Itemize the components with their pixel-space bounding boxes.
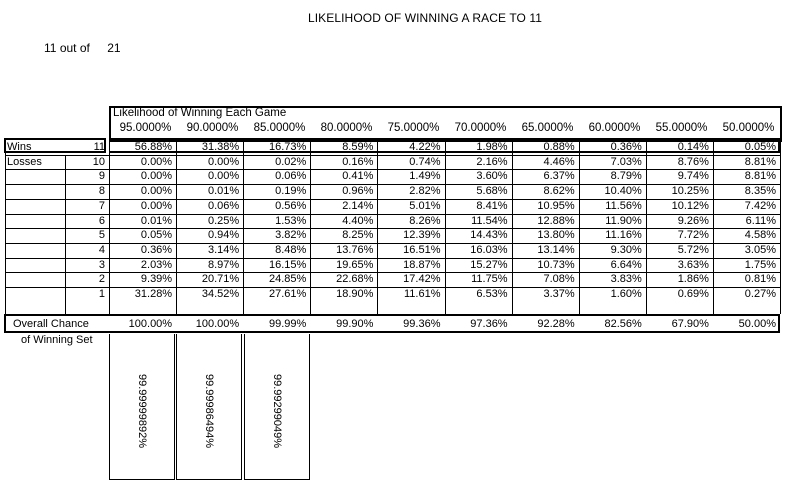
row-count: 11 — [93, 141, 105, 153]
table-cell: 16.03% — [470, 243, 508, 256]
table-cell: 1.98% — [476, 141, 508, 153]
table-cell: 0.16% — [342, 155, 374, 168]
probability-header: 75.0000% — [387, 122, 440, 134]
table-cell: 3.05% — [744, 243, 776, 256]
table-cell: 8.41% — [476, 199, 508, 212]
table-cell: 0.00% — [140, 155, 173, 168]
overall-cell: 67.90% — [671, 317, 709, 330]
table-cell: 12.88% — [537, 214, 575, 227]
probability-header: 95.0000% — [119, 122, 172, 134]
table-cell: 8.97% — [207, 258, 240, 271]
row-count: 3 — [98, 258, 105, 271]
overall-cell: 99.36% — [403, 317, 441, 330]
subtitle-total: 21 — [107, 41, 121, 55]
overall-label: Overall Chance — [13, 317, 89, 330]
table-cell: 7.03% — [610, 155, 642, 168]
table-cell: 9.30% — [610, 243, 642, 256]
probability-header: 60.0000% — [588, 122, 641, 134]
row-divider — [5, 272, 780, 273]
table-cell: 0.00% — [140, 185, 173, 198]
row-divider — [5, 169, 780, 170]
table-cell: 10.40% — [604, 185, 642, 198]
table-cell: 1.86% — [677, 273, 709, 286]
probability-headers — [112, 122, 782, 134]
precise-value: 99.99299049% — [271, 374, 283, 449]
column-divider — [713, 140, 714, 314]
subtitle-target: 11 — [44, 41, 57, 55]
overall-cell: 82.56% — [604, 317, 642, 330]
overall-cell: 100.00% — [195, 317, 240, 330]
table-cell: 0.36% — [610, 141, 642, 153]
table-cell: 8.48% — [275, 243, 307, 256]
table-cell: 4.40% — [342, 214, 374, 227]
table-cell: 0.69% — [677, 288, 709, 300]
table-cell: 7.42% — [744, 199, 776, 212]
overall-cell: 99.90% — [336, 317, 374, 330]
table-cell: 4.46% — [543, 155, 575, 168]
table-cell: 8.62% — [543, 185, 575, 198]
table-cell: 10.12% — [671, 199, 709, 212]
table-cell: 15.27% — [470, 258, 508, 271]
table-cell: 0.00% — [140, 199, 173, 212]
table-cell: 10.25% — [671, 185, 709, 198]
row-divider — [5, 155, 780, 156]
table-cell: 11.16% — [605, 229, 642, 242]
overall-cell: 100.00% — [128, 317, 173, 330]
table-cell: 8.79% — [610, 170, 642, 183]
row-divider — [5, 214, 780, 215]
row-divider — [5, 184, 780, 185]
row-count: 8 — [98, 185, 105, 198]
row-divider — [5, 228, 780, 229]
row-count: 2 — [98, 273, 105, 286]
table-cell: 7.08% — [543, 273, 575, 286]
table-cell: 16.73% — [268, 141, 307, 153]
table-cell: 0.36% — [140, 243, 173, 256]
probability-header: 90.0000% — [186, 122, 239, 134]
table-cell: 5.72% — [677, 243, 709, 256]
table-cell: 3.83% — [610, 273, 642, 286]
table-cell: 8.25% — [342, 229, 374, 242]
subtitle-out-of: out of — [59, 41, 90, 55]
table-cell: 5.68% — [476, 185, 508, 198]
table-cell: 8.26% — [409, 214, 441, 227]
table-cell: 16.51% — [403, 243, 441, 256]
column-divider — [109, 140, 110, 314]
table-cell: 2.82% — [409, 185, 441, 198]
subtitle — [44, 41, 121, 55]
table-cell: 11.54% — [471, 214, 508, 227]
row-count: 7 — [98, 199, 105, 212]
table-cell: 6.53% — [476, 288, 508, 300]
precise-value-cell — [109, 334, 175, 480]
row-count: 4 — [98, 243, 105, 256]
row-divider — [5, 287, 780, 288]
precise-value: 99.99986494% — [203, 374, 215, 449]
losses-label: Losses — [7, 155, 42, 168]
table-cell: 12.39% — [403, 229, 441, 242]
table-cell: 3.60% — [476, 170, 508, 183]
table-cell: 18.90% — [336, 288, 374, 300]
table-cell: 1.75% — [744, 258, 776, 271]
table-cell: 24.85% — [268, 273, 307, 286]
table-cell: 4.22% — [409, 141, 441, 153]
results-table — [5, 140, 780, 346]
table-cell: 0.81% — [744, 273, 776, 286]
overall-cell: 99.99% — [268, 317, 307, 330]
table-cell: 0.94% — [207, 229, 240, 242]
table-cell: 0.96% — [342, 185, 374, 198]
table-cell: 1.49% — [409, 170, 441, 183]
table-cell: 1.60% — [610, 288, 642, 300]
table-cell: 0.41% — [342, 170, 374, 183]
table-cell: 11.90% — [605, 214, 642, 227]
table-cell: 9.74% — [677, 170, 709, 183]
overall-cell: 92.28% — [537, 317, 575, 330]
table-cell: 31.38% — [201, 141, 240, 153]
probability-header: 50.0000% — [722, 122, 775, 134]
table-cell: 3.14% — [207, 243, 240, 256]
table-cell: 5.01% — [409, 199, 441, 212]
overall-cell: 97.36% — [470, 317, 508, 330]
table-cell: 8.76% — [677, 155, 709, 168]
table-cell: 0.00% — [140, 170, 173, 183]
precise-value-cell — [244, 334, 310, 480]
table-cell: 6.37% — [543, 170, 575, 183]
table-cell: 1.53% — [275, 214, 307, 227]
table-cell: 13.80% — [537, 229, 575, 242]
table-cell: 6.11% — [745, 214, 776, 227]
overall-cell: 50.00% — [738, 317, 776, 330]
table-cell: 18.87% — [403, 258, 441, 271]
table-cell: 0.19% — [275, 185, 307, 198]
column-divider — [5, 140, 6, 314]
table-cell: 11.56% — [605, 199, 642, 212]
table-cell: 0.27% — [744, 288, 776, 300]
table-cell: 0.01% — [207, 185, 240, 198]
table-cell: 0.25% — [207, 214, 240, 227]
table-cell: 31.28% — [134, 288, 173, 300]
column-divider — [579, 140, 580, 314]
table-cell: 27.61% — [268, 288, 307, 300]
table-cell: 56.88% — [134, 141, 173, 153]
table-cell: 22.68% — [336, 273, 374, 286]
overall-label-line2: of Winning Set — [21, 333, 93, 346]
table-cell: 7.72% — [677, 229, 709, 242]
table-cell: 0.00% — [207, 155, 240, 168]
table-cell: 0.06% — [275, 170, 307, 183]
table-cell: 10.95% — [537, 199, 575, 212]
table-cell: 9.39% — [140, 273, 173, 286]
table-cell: 34.52% — [201, 288, 240, 300]
row-count: 10 — [92, 155, 105, 168]
table-cell: 0.00% — [207, 170, 240, 183]
row-count: 6 — [98, 214, 105, 227]
table-cell: 2.16% — [476, 155, 508, 168]
column-divider — [512, 140, 513, 314]
table-cell: 3.37% — [543, 288, 575, 300]
column-divider — [310, 140, 311, 314]
probability-header: 65.0000% — [521, 122, 574, 134]
table-cell: 9.26% — [677, 214, 709, 227]
page-title: LIKELIHOOD OF WINNING A RACE TO 11 — [307, 11, 543, 25]
column-divider — [646, 140, 647, 314]
table-cell: 0.88% — [543, 141, 575, 153]
table-cell: 0.14% — [677, 141, 709, 153]
table-cell: 13.76% — [336, 243, 374, 256]
probability-header: 80.0000% — [320, 122, 373, 134]
table-cell: 19.65% — [336, 258, 374, 271]
table-cell: 0.05% — [140, 229, 173, 242]
table-cell: 0.02% — [275, 155, 307, 168]
table-cell: 3.63% — [677, 258, 709, 271]
wins-label: Wins — [7, 141, 32, 153]
table-cell: 8.35% — [744, 185, 776, 198]
table-cell: 13.14% — [537, 243, 575, 256]
row-count: 5 — [98, 229, 105, 242]
table-cell: 10.73% — [537, 258, 575, 271]
table-cell: 4.58% — [744, 229, 776, 242]
column-divider — [65, 155, 66, 314]
table-cell: 11.75% — [471, 273, 508, 286]
table-cell: 6.64% — [610, 258, 642, 271]
table-cell: 0.74% — [409, 155, 441, 168]
table-cell: 14.43% — [470, 229, 508, 242]
column-divider — [445, 140, 446, 314]
table-cell: 8.81% — [744, 155, 776, 168]
table-cell: 17.42% — [403, 273, 441, 286]
table-cell: 20.71% — [201, 273, 240, 286]
table-cell: 16.15% — [268, 258, 307, 271]
table-cell: 3.82% — [275, 229, 307, 242]
table-cell: 11.61% — [403, 288, 441, 300]
column-divider — [780, 140, 781, 314]
column-divider — [243, 140, 244, 314]
table-cell: 2.03% — [140, 258, 173, 271]
probability-header: 85.0000% — [253, 122, 306, 134]
table-cell: 0.06% — [207, 199, 240, 212]
row-count: 1 — [98, 288, 105, 300]
row-divider — [5, 199, 780, 200]
column-divider — [176, 140, 177, 314]
probability-header: 55.0000% — [655, 122, 708, 134]
probability-header: 70.0000% — [454, 122, 507, 134]
precise-value-cell — [176, 334, 242, 480]
table-cell: 0.05% — [744, 141, 776, 153]
row-count: 9 — [98, 170, 105, 183]
row-divider — [5, 258, 780, 259]
table-cell: 8.81% — [744, 170, 776, 183]
column-divider — [377, 140, 378, 314]
table-cell: 2.14% — [342, 199, 374, 212]
table-cell: 0.01% — [140, 214, 173, 227]
table-cell: 8.59% — [342, 141, 374, 153]
table-cell: 0.56% — [275, 199, 307, 212]
row-divider — [5, 243, 780, 244]
precise-value: 99.99999892% — [136, 374, 148, 449]
header-label: Likelihood of Winning Each Game — [113, 107, 287, 119]
